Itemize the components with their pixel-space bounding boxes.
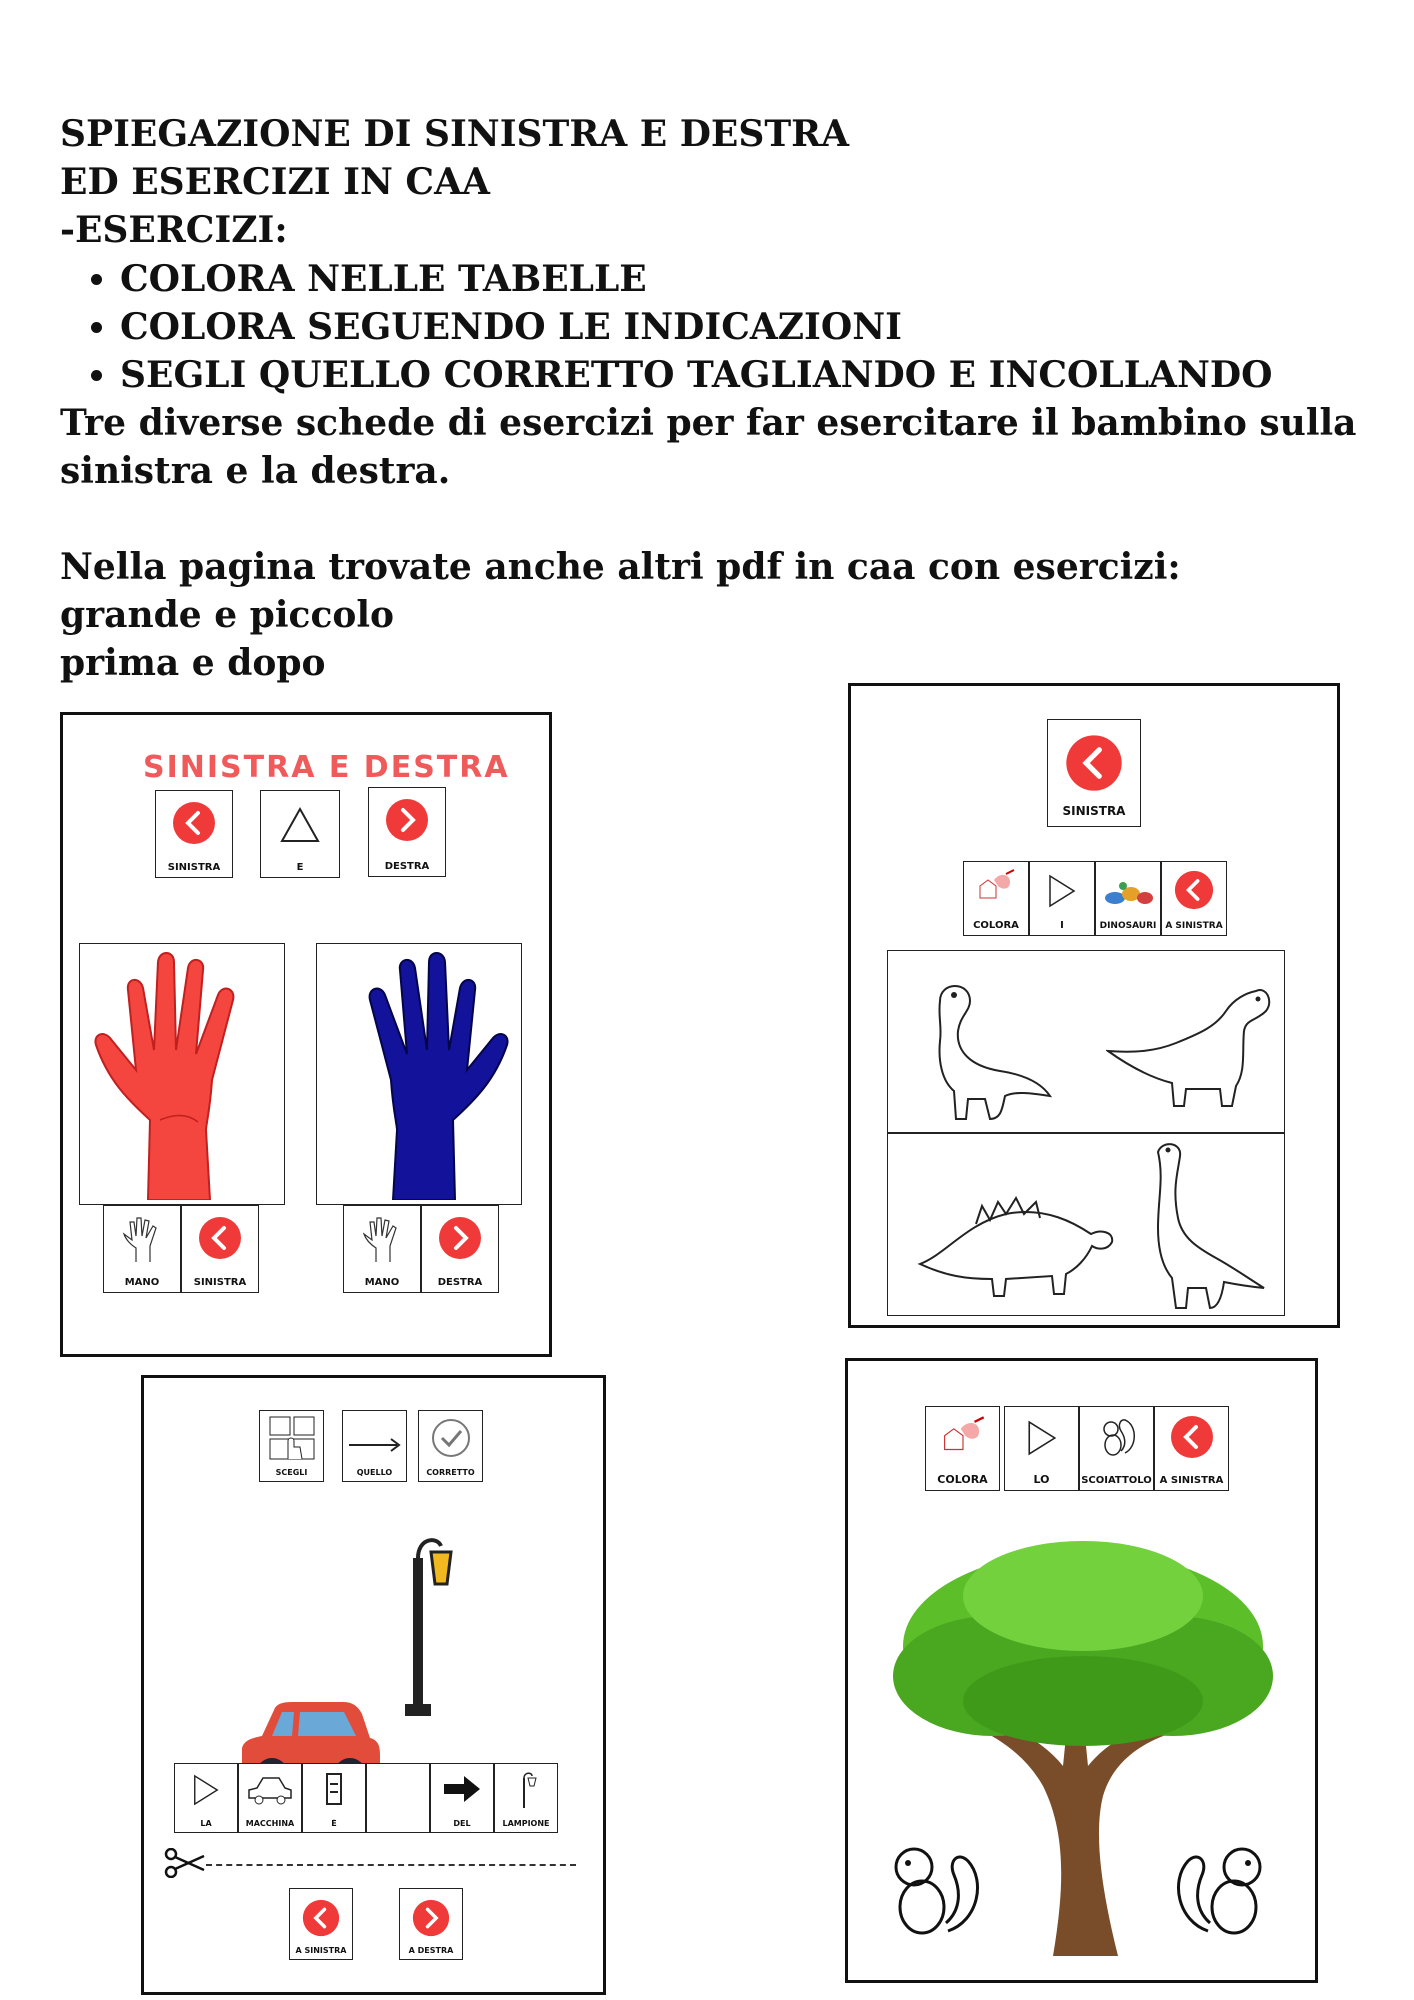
arrow-right-line-icon bbox=[347, 1435, 403, 1455]
title-line-2: ED ESERCIZI IN CAA bbox=[60, 161, 490, 203]
car-outline-icon bbox=[247, 1776, 293, 1806]
right-arrow-icon bbox=[412, 1899, 450, 1937]
lamp-icon bbox=[514, 1770, 538, 1810]
exercises-heading: -ESERCIZI: bbox=[60, 209, 288, 251]
exercise-item: • COLORA NELLE TABELLE bbox=[120, 255, 1380, 303]
more-pdf-item: prima e dopo bbox=[60, 642, 326, 684]
symbol-destra-hand: DESTRA bbox=[421, 1205, 499, 1293]
worksheet-cut-and-paste bbox=[141, 1375, 606, 1995]
dinosaur-row-top bbox=[887, 950, 1285, 1133]
squirrel-icon bbox=[1097, 1413, 1137, 1459]
choose-icon bbox=[268, 1415, 316, 1461]
symbol-sinistra-top: SINISTRA bbox=[1047, 719, 1141, 827]
symbol-scegli: SCEGLI bbox=[259, 1410, 324, 1482]
symbol-del: DEL bbox=[430, 1763, 494, 1833]
description: Tre diverse schede di esercizi per far esercitare il bambino sulla sinistra e la destra. bbox=[60, 402, 1357, 492]
symbol-macchina: MACCHINA bbox=[238, 1763, 302, 1833]
symbol-colora: COLORA bbox=[925, 1406, 1000, 1491]
blue-hand-image bbox=[325, 950, 515, 1200]
right-hand-frame bbox=[316, 943, 522, 1205]
squirrel-right-outline bbox=[1168, 1831, 1278, 1941]
cut-line bbox=[206, 1864, 576, 1866]
scissors-icon bbox=[164, 1848, 206, 1878]
symbol-e-verb: È bbox=[302, 1763, 366, 1833]
more-pdf-item: grande e piccolo bbox=[60, 594, 395, 636]
triangle-right-icon bbox=[191, 1774, 221, 1806]
exercise-item: • SEGLI QUELLO CORRETTO TAGLIANDO E INCOLLANDO bbox=[120, 351, 1380, 399]
symbol-mano-left: MANO bbox=[103, 1205, 181, 1293]
left-arrow-icon bbox=[1174, 870, 1214, 910]
symbol-scoiattolo: SCOIATTOLO bbox=[1079, 1406, 1154, 1491]
symbol-dinosauri: DINOSAURI bbox=[1095, 861, 1161, 936]
hand-outline-icon bbox=[362, 1216, 402, 1264]
symbol-sinistra: SINISTRA bbox=[155, 790, 233, 878]
dinosaur-outline-1 bbox=[910, 971, 1060, 1121]
bold-right-arrow-icon bbox=[442, 1774, 482, 1804]
title-line-1: SPIEGAZIONE DI SINISTRA E DESTRA bbox=[60, 113, 849, 155]
triangle-right-icon bbox=[1046, 874, 1078, 908]
left-arrow-icon bbox=[1065, 734, 1123, 792]
symbol-quello: QUELLO bbox=[342, 1410, 407, 1482]
symbol-mano-right: MANO bbox=[343, 1205, 421, 1293]
right-arrow-icon bbox=[438, 1216, 482, 1260]
symbol-a-sinistra: A SINISTRA bbox=[1161, 861, 1227, 936]
dinosaurs-icon bbox=[1101, 872, 1155, 908]
coloring-icon bbox=[940, 1415, 986, 1461]
is-icon bbox=[324, 1772, 344, 1806]
hand-outline-icon bbox=[122, 1216, 162, 1264]
dinosaur-row-bottom bbox=[887, 1133, 1285, 1316]
worksheet-squirrel-tree bbox=[845, 1358, 1318, 1983]
symbol-lampione: LAMPIONE bbox=[494, 1763, 558, 1833]
symbol-colora: COLORA bbox=[963, 861, 1029, 936]
choice-a-sinistra[interactable]: A SINISTRA bbox=[289, 1888, 353, 1960]
worksheet-left-right-hands bbox=[60, 712, 552, 1357]
symbol-sinistra-hand: SINISTRA bbox=[181, 1205, 259, 1293]
more-pdfs-line: Nella pagina trovate anche altri pdf in caa con esercizi: bbox=[60, 546, 1181, 588]
choice-a-destra[interactable]: A DESTRA bbox=[399, 1888, 463, 1960]
triangle-right-icon bbox=[1025, 1419, 1059, 1457]
exercise-list bbox=[60, 255, 1380, 399]
dinosaur-outline-3 bbox=[916, 1184, 1116, 1304]
street-lamp-image bbox=[379, 1528, 459, 1718]
blank-slot[interactable] bbox=[366, 1763, 430, 1833]
symbol-i: I bbox=[1029, 861, 1095, 936]
dinosaur-outline-4 bbox=[1138, 1138, 1268, 1313]
coloring-icon bbox=[976, 868, 1016, 908]
symbol-corretto: CORRETTO bbox=[418, 1410, 483, 1482]
left-arrow-icon bbox=[172, 801, 216, 845]
check-icon bbox=[430, 1417, 472, 1459]
right-arrow-icon bbox=[385, 798, 429, 842]
symbol-e: E bbox=[260, 790, 340, 878]
intro-text bbox=[60, 110, 1380, 687]
symbol-lo: LO bbox=[1004, 1406, 1079, 1491]
triangle-icon bbox=[278, 805, 322, 845]
left-arrow-icon bbox=[1170, 1415, 1214, 1459]
exercise-item: • COLORA SEGUENDO LE INDICAZIONI bbox=[120, 303, 1380, 351]
red-hand-image bbox=[88, 950, 278, 1200]
symbol-a-sinistra: A SINISTRA bbox=[1154, 1406, 1229, 1491]
symbol-destra: DESTRA bbox=[368, 787, 446, 877]
worksheet-dinosaurs bbox=[848, 683, 1340, 1328]
left-arrow-icon bbox=[302, 1899, 340, 1937]
symbol-la: LA bbox=[174, 1763, 238, 1833]
worksheet-title: SINISTRA E DESTRA bbox=[143, 750, 510, 785]
squirrel-left-outline bbox=[878, 1831, 988, 1941]
dinosaur-outline-2 bbox=[1106, 971, 1276, 1121]
left-arrow-icon bbox=[198, 1216, 242, 1260]
left-hand-frame bbox=[79, 943, 285, 1205]
